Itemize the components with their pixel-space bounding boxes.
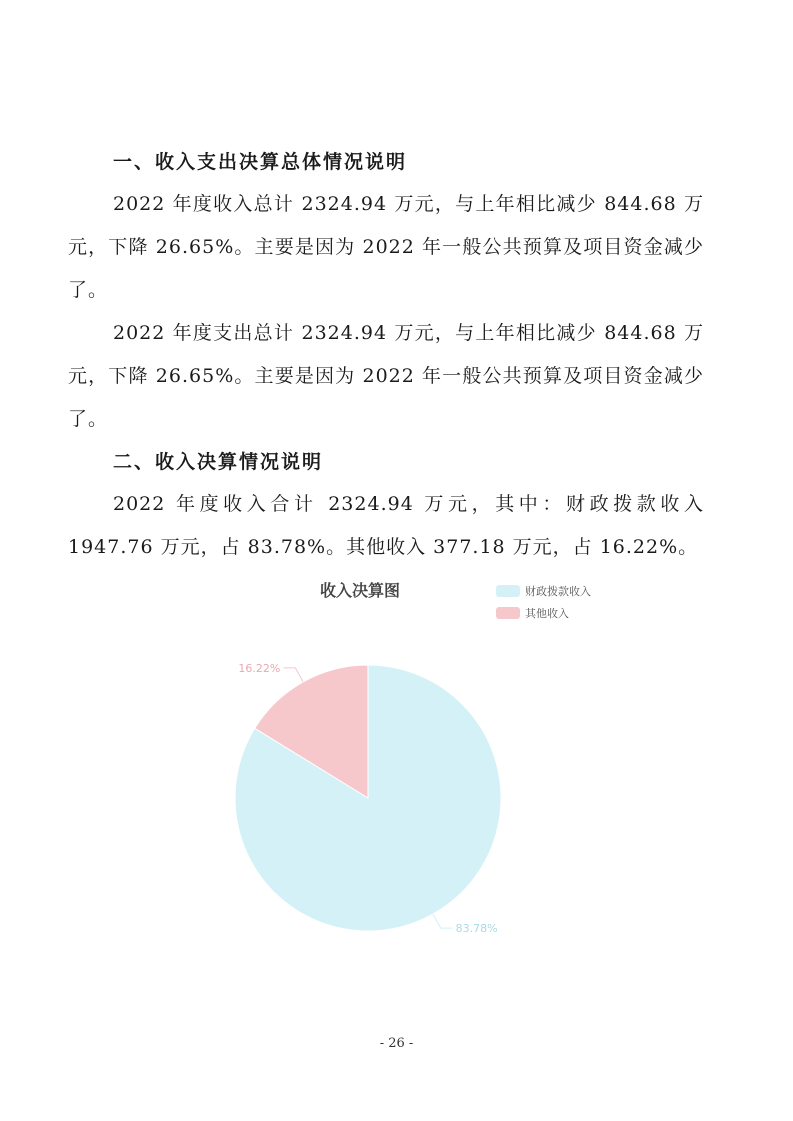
- pie-leader-1: [283, 668, 303, 682]
- section1-paragraph-expenditure: 2022 年度支出总计 2324.94 万元，与上年相比减少 844.68 万元，下降 26.65%。主要是因为 2022 年一般公共预算及项目资金减少了。: [68, 322, 704, 430]
- pie-label-0: 83.78%: [455, 922, 498, 936]
- page-number: - 26 -: [379, 1036, 414, 1051]
- legend-label-other: 其他收入: [525, 607, 569, 620]
- section1-heading: 一、收入支出决算总体情况说明: [113, 151, 408, 173]
- section2-heading: 二、收入决算情况说明: [113, 451, 324, 473]
- pie-label-1: 16.22%: [238, 661, 281, 675]
- section1-paragraph-income: 2022 年度收入总计 2324.94 万元，与上年相比减少 844.68 万元，下降 26.65%。主要是因为 2022 年一般公共预算及项目资金减少了。: [68, 193, 704, 301]
- chart-title: 收入决算图: [320, 581, 401, 600]
- legend-label-fiscal: 财政拨款收入: [525, 585, 591, 598]
- section2-paragraph-income: 2022 年度收入合计 2324.94 万元，其中：财政拨款收入 1947.76 万元，占 83.78%。其他收入 377.18 万元，占 16.22%。: [68, 493, 704, 558]
- pie-leader-0: [433, 914, 453, 928]
